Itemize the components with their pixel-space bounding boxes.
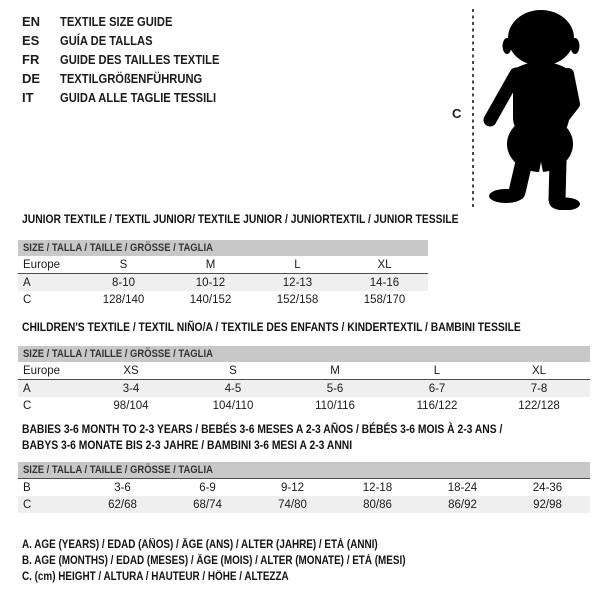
value-cell: 104/110 <box>212 399 254 412</box>
size-cell: S <box>229 364 237 377</box>
table-row-europe <box>18 362 590 379</box>
size-header-text: SIZE / TALLA / TAILLE / GRÖSSE / TAGLIA <box>23 242 213 254</box>
size-cell: XS <box>123 364 139 377</box>
table-row-age <box>18 274 428 291</box>
value-cell: 18-24 <box>447 481 478 494</box>
footnotes <box>22 537 468 585</box>
size-header-text: SIZE / TALLA / TAILLE / GRÖSSE / TAGLIA <box>23 464 213 476</box>
language-label: GUÍA DE TALLAS <box>60 33 153 48</box>
junior-size-table <box>18 240 428 308</box>
value-cell: 74/80 <box>278 498 307 511</box>
row-label: C <box>23 498 32 511</box>
value-cell: 152/158 <box>276 293 319 306</box>
size-cell: XL <box>531 364 547 377</box>
value-cell: 62/68 <box>108 498 137 511</box>
babies-table-title-line2: BABYS 3-6 MONATE BIS 2-3 JAHRE / BAMBINI 3-6 MESI A 2-3 ANNI <box>22 438 353 452</box>
value-cell: 7-8 <box>530 382 548 395</box>
value-cell: 12-18 <box>362 481 393 494</box>
value-cell: 24-36 <box>532 481 563 494</box>
junior-table-title <box>22 211 530 227</box>
value-cell: 140/152 <box>189 293 232 306</box>
row-label: C <box>23 399 32 412</box>
value-cell: 6-7 <box>428 382 446 395</box>
language-row-en <box>22 12 245 31</box>
size-cell: L <box>294 258 301 271</box>
language-row-es <box>22 31 245 50</box>
language-code: ES <box>22 33 40 48</box>
value-cell: 110/116 <box>315 399 355 412</box>
language-label: TEXTILE SIZE GUIDE <box>60 14 173 29</box>
row-label: C <box>23 293 32 306</box>
children-size-table <box>18 346 590 414</box>
height-measure-label: C <box>452 106 462 121</box>
language-label: GUIDE DES TAILLES TEXTILE <box>60 52 220 67</box>
value-cell: 80/86 <box>363 498 392 511</box>
value-cell: 5-6 <box>326 382 344 395</box>
value-cell: 116/122 <box>416 399 458 412</box>
row-label: Europe <box>23 364 61 377</box>
footnote-b: B. AGE (MONTHS) / EDAD (MESES) / ÂGE (MOIS) / ALTER (MONATE) / ETÀ (MESI) <box>22 555 406 567</box>
size-cell: S <box>119 258 128 271</box>
footnote-a: A. AGE (YEARS) / EDAD (AÑOS) / ÂGE (ANS) / ALTER (JAHRE) / ETÀ (ANNI) <box>22 539 378 551</box>
language-label: TEXTILGRÖßENFÜHRUNG <box>60 71 203 86</box>
table-row-age <box>18 380 590 397</box>
size-cell: L <box>433 364 441 377</box>
table-row-age-months <box>18 479 590 496</box>
toddler-silhouette-icon <box>479 6 585 210</box>
value-cell: 12-13 <box>282 276 313 289</box>
row-label: A <box>23 276 31 289</box>
size-cell: M <box>205 258 216 271</box>
table-row-europe <box>18 256 428 273</box>
language-code: EN <box>22 14 41 29</box>
language-label: GUIDA ALLE TAGLIE TESSILI <box>60 90 217 105</box>
value-cell: 10-12 <box>195 276 226 289</box>
size-header-band <box>18 462 590 478</box>
babies-table-title <box>22 421 581 453</box>
size-header-band <box>18 240 428 256</box>
value-cell: 4-5 <box>224 382 242 395</box>
language-row-de <box>22 69 245 88</box>
height-measure-dashed-line <box>472 9 474 207</box>
table-row-height <box>18 397 590 414</box>
table-row-height <box>18 496 590 513</box>
value-cell: 14-16 <box>369 276 400 289</box>
babies-size-table <box>18 462 590 513</box>
value-cell: 3-6 <box>114 481 131 494</box>
value-cell: 8-10 <box>111 276 136 289</box>
value-cell: 158/170 <box>363 293 406 306</box>
language-row-it <box>22 88 245 107</box>
value-cell: 86/92 <box>448 498 477 511</box>
language-code: IT <box>22 90 34 105</box>
size-cell: M <box>330 364 340 377</box>
language-list <box>22 12 245 107</box>
children-table-title-text: CHILDREN'S TEXTILE / TEXTIL NIÑO/A / TEXTILE DES ENFANTS / KINDERTEXTIL / BAMBINI TESSILE <box>22 320 521 334</box>
value-cell: 92/98 <box>533 498 562 511</box>
footnote-c: C. (cm) HEIGHT / ALTURA / HAUTEUR / HÖHE / ALTEZZA <box>22 571 289 583</box>
value-cell: 6-9 <box>199 481 216 494</box>
size-header-text: SIZE / TALLA / TAILLE / GRÖSSE / TAGLIA <box>23 348 213 360</box>
value-cell: 122/128 <box>518 399 560 412</box>
language-row-fr <box>22 50 245 69</box>
babies-table-title-line1: BABIES 3-6 MONTH TO 2-3 YEARS / BEBÉS 3-6 MESES A 2-3 AÑOS / BÉBÉS 3-6 MOIS À 2-3 ANS / <box>22 422 503 436</box>
children-table-title <box>22 319 600 335</box>
language-code: DE <box>22 71 41 86</box>
value-cell: 128/140 <box>102 293 145 306</box>
row-label: Europe <box>23 258 61 271</box>
junior-table-title-text: JUNIOR TEXTILE / TEXTIL JUNIOR/ TEXTILE JUNIOR / JUNIORTEXTIL / JUNIOR TESSILE <box>22 212 459 226</box>
value-cell: 9-12 <box>280 481 305 494</box>
row-label: B <box>23 481 31 494</box>
value-cell: 98/104 <box>113 399 149 412</box>
size-cell: XL <box>377 258 392 271</box>
row-label: A <box>23 382 31 395</box>
value-cell: 3-4 <box>122 382 140 395</box>
language-code: FR <box>22 52 40 67</box>
size-header-band <box>18 346 590 362</box>
table-row-height <box>18 291 428 308</box>
value-cell: 68/74 <box>193 498 222 511</box>
